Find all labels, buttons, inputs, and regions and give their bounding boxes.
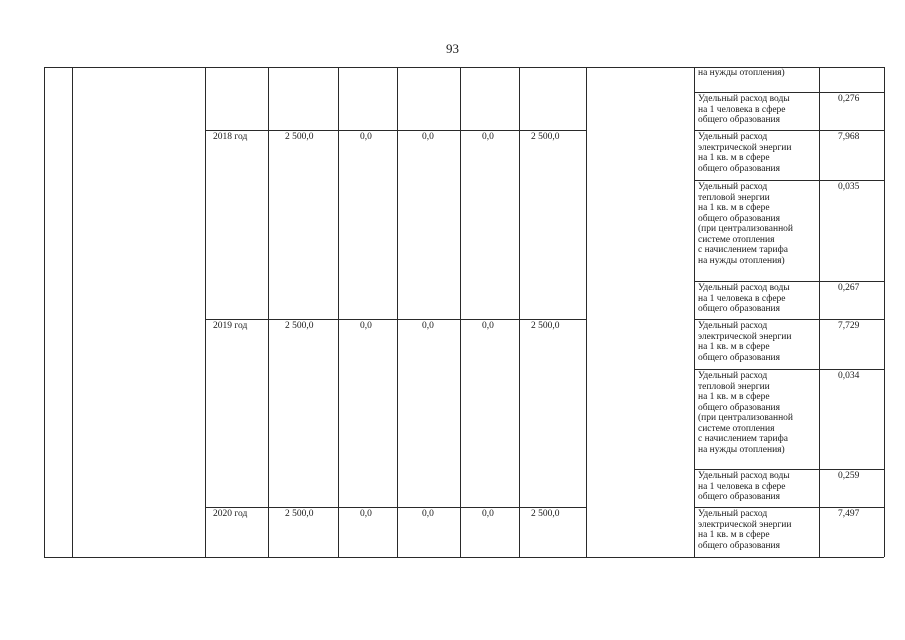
row-divider bbox=[694, 180, 884, 181]
indicator-value: 0,276 bbox=[838, 94, 860, 104]
row-divider bbox=[205, 319, 586, 320]
page-number: 93 bbox=[446, 41, 459, 56]
indicator-cell: Удельный расход тепловой энергии на 1 кв. м в сфере общего образования (при централизованной системе отопления с начислением тарифа на нужды отопления) bbox=[698, 371, 794, 455]
indicator-cell: Удельный расход воды на 1 человека в сфере общего образования bbox=[698, 283, 790, 314]
row-divider bbox=[205, 507, 586, 508]
amount-cell: 0,0 bbox=[482, 132, 494, 142]
indicator-value: 7,497 bbox=[838, 509, 860, 519]
table-border-left bbox=[44, 67, 45, 557]
indicator-cell: Удельный расход тепловой энергии на 1 кв. м в сфере общего образования (при централизованной системе отопления с начислением тарифа на нужды отопления) bbox=[698, 182, 794, 266]
amount-cell: 2 500,0 bbox=[531, 321, 560, 331]
year-cell: 2020 год bbox=[213, 509, 248, 519]
column-divider bbox=[694, 67, 695, 557]
indicator-cell: Удельный расход электрической энергии на 1 кв. м в сфере общего образования bbox=[698, 509, 792, 551]
amount-cell: 2 500,0 bbox=[285, 321, 314, 331]
row-divider bbox=[694, 130, 884, 131]
year-cell: 2019 год bbox=[213, 321, 248, 331]
amount-cell: 2 500,0 bbox=[285, 509, 314, 519]
column-divider bbox=[819, 67, 820, 557]
indicator-value: 0,035 bbox=[838, 182, 860, 192]
column-divider bbox=[460, 67, 461, 557]
row-divider bbox=[694, 469, 884, 470]
indicator-value: 0,259 bbox=[838, 471, 860, 481]
indicator-cell: Удельный расход электрической энергии на 1 кв. м в сфере общего образования bbox=[698, 132, 792, 174]
indicator-value: 7,968 bbox=[838, 132, 860, 142]
indicator-value: 0,034 bbox=[838, 371, 860, 381]
row-divider bbox=[694, 92, 884, 93]
amount-cell: 2 500,0 bbox=[531, 509, 560, 519]
column-divider bbox=[519, 67, 520, 557]
row-divider bbox=[694, 369, 884, 370]
amount-cell: 0,0 bbox=[360, 321, 372, 331]
column-divider bbox=[205, 67, 206, 557]
column-divider bbox=[586, 67, 587, 557]
amount-cell: 0,0 bbox=[422, 321, 434, 331]
amount-cell: 0,0 bbox=[360, 509, 372, 519]
table-border-right bbox=[884, 67, 885, 557]
column-divider bbox=[397, 67, 398, 557]
column-divider bbox=[72, 67, 73, 557]
column-divider bbox=[268, 67, 269, 557]
year-cell: 2018 год bbox=[213, 132, 248, 142]
indicator-value: 7,729 bbox=[838, 321, 860, 331]
indicator-cell: Удельный расход воды на 1 человека в сфере общего образования bbox=[698, 471, 790, 502]
row-divider bbox=[205, 130, 586, 131]
amount-cell: 0,0 bbox=[482, 509, 494, 519]
row-divider bbox=[694, 281, 884, 282]
column-divider bbox=[338, 67, 339, 557]
indicator-cell: Удельный расход электрической энергии на 1 кв. м в сфере общего образования bbox=[698, 321, 792, 363]
indicator-value: 0,267 bbox=[838, 283, 860, 293]
table-border-bottom bbox=[44, 557, 884, 558]
amount-cell: 0,0 bbox=[482, 321, 494, 331]
row-divider bbox=[694, 319, 884, 320]
amount-cell: 2 500,0 bbox=[531, 132, 560, 142]
indicator-cell: Удельный расход воды на 1 человека в сфере общего образования bbox=[698, 94, 790, 125]
indicator-cell: на нужды отопления) bbox=[698, 68, 785, 78]
amount-cell: 0,0 bbox=[422, 509, 434, 519]
amount-cell: 0,0 bbox=[360, 132, 372, 142]
row-divider bbox=[694, 507, 884, 508]
amount-cell: 0,0 bbox=[422, 132, 434, 142]
amount-cell: 2 500,0 bbox=[285, 132, 314, 142]
